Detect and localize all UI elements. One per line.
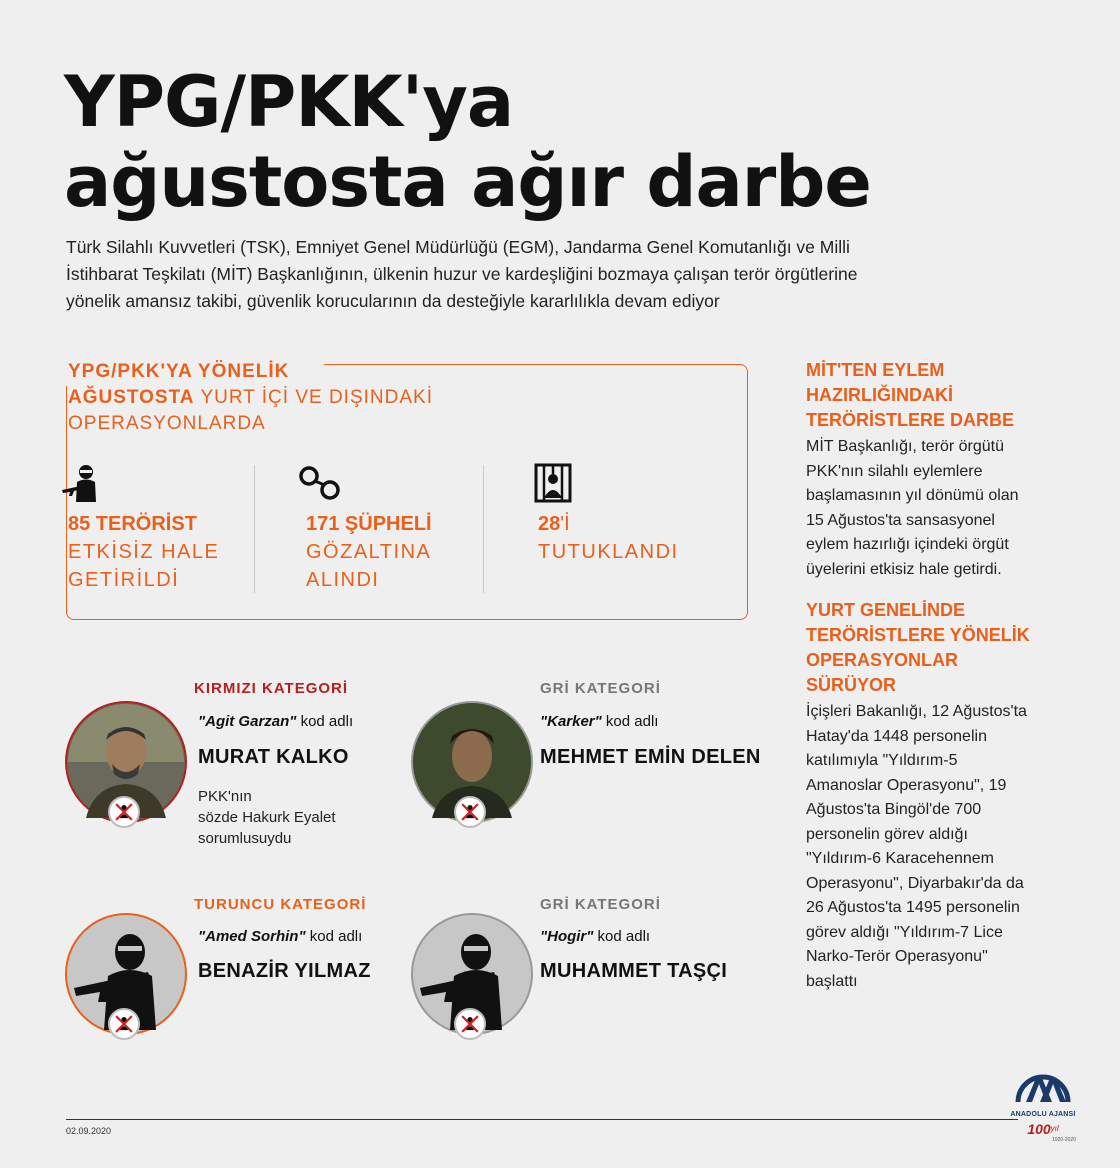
sidebar-text: Operasyonu", Diyarbakır'da da [806, 874, 1024, 892]
sidebar-text: Narko-Terör Operasyonu" [806, 948, 988, 965]
anadolu-agency-logo [1010, 1062, 1076, 1158]
sidebar-text: Hatay'da 1448 personelin [806, 727, 987, 745]
operations-heading-line: OPERASYONLARDA [68, 413, 266, 434]
sidebar-text: katılımıyla "Yıldırım-5 [806, 752, 958, 769]
stat-detained [306, 510, 506, 594]
person-desc-line: sözde Hakurk Eyalet [198, 809, 336, 826]
handcuffs-icon [298, 462, 342, 506]
sidebar-text: "Yıldırım-6 Karacehennem [806, 850, 994, 867]
person-name: MUHAMMET TAŞÇI [540, 960, 728, 982]
codename-line [540, 713, 658, 730]
operations-heading-bold: AĞUSTOSTA [68, 387, 195, 408]
stat-desc: TUTUKLANDI [538, 541, 679, 563]
stat-arrested [538, 510, 738, 566]
category-label-orange: TURUNCU KATEGORİ [194, 896, 367, 913]
sidebar-heading: YURT GENELİNDE [806, 600, 966, 620]
category-label-gray: GRİ KATEGORİ [540, 896, 661, 913]
sidebar-text: Ağustos'ta Bingöl'de 700 [806, 801, 982, 818]
intro-line: İstihbarat Teşkilatı (MİT) Başkanlığının, ülkenin huzur ve kardeşliğini bozmaya çalışan terör örgütlerine [66, 264, 858, 284]
codename-suffix: kod adlı [593, 928, 651, 945]
sidebar-text: personelin görev aldığı [806, 825, 968, 843]
codename-line [540, 928, 650, 945]
sidebar-text: 15 Ağustos'ta sansasyonel [806, 511, 995, 529]
sidebar-text: Amanoslar Operasyonu", 19 [806, 776, 1007, 794]
person-name: MURAT KALKO [198, 746, 349, 768]
category-label-gray: GRİ KATEGORİ [540, 680, 661, 697]
codename: "Karker" [540, 713, 602, 730]
sidebar-heading: TERÖRİSTLERE DARBE [806, 410, 1015, 430]
sidebar-text: başlamasının yıl dönümü olan [806, 487, 1019, 504]
footer-divider [66, 1119, 1018, 1120]
stat-number: 85 TERÖRİST [68, 513, 197, 535]
operations-heading-line: YPG/PKK'YA YÖNELİK [68, 361, 290, 382]
codename-line [198, 713, 353, 730]
stat-desc: GETİRİLDİ [68, 569, 180, 591]
person-description [198, 786, 336, 849]
logo-years-suffix: yıl [1050, 1124, 1059, 1133]
person-desc-line: PKK'nın [198, 788, 252, 805]
sidebar-heading: HAZIRLIĞINDAKİ [806, 385, 953, 405]
category-label-red: KIRMIZI KATEGORİ [194, 680, 349, 697]
sidebar-heading: MİT'TEN EYLEM [806, 360, 945, 380]
neutralized-badge-icon [454, 796, 486, 828]
sidebar-text: eylem hazırlığı içindeki örgüt [806, 536, 1009, 553]
intro-paragraph [66, 234, 1026, 315]
intro-line: Türk Silahlı Kuvvetleri (TSK), Emniyet Genel Müdürlüğü (EGM), Jandarma Genel Komutanlığı ve Milli [66, 237, 850, 257]
neutralized-badge-icon [108, 796, 140, 828]
neutralized-badge-icon [108, 1008, 140, 1040]
stat-desc: ALINDI [306, 569, 380, 591]
sidebar-text: PKK'nın silahlı eylemlere [806, 462, 983, 480]
stat-desc: ETKİSİZ HALE [68, 541, 220, 563]
codename: "Agit Garzan" [198, 713, 297, 730]
sidebar-text: görev aldığı "Yıldırım-7 Lice [806, 923, 1003, 941]
sidebar-text: başlattı [806, 972, 858, 990]
prison-bars-icon [532, 462, 576, 506]
sidebar-text: İçişleri Bakanlığı, 12 Ağustos'ta [806, 703, 1027, 720]
sidebar-heading: TERÖRİSTLERE YÖNELİK [806, 625, 1030, 645]
intro-line: yönelik amansız takibi, güvenlik korucularının da desteğiyle kararlılıkla devam ediyor [66, 291, 720, 311]
codename-line [198, 928, 362, 945]
codename-suffix: kod adlı [601, 713, 659, 730]
title-line-2: ağustosta ağır darbe [64, 141, 871, 223]
stat-number: 171 ŞÜPHELİ [306, 513, 432, 535]
title-line-1: YPG/PKK'ya [64, 61, 514, 143]
stat-number: 28 [538, 513, 561, 535]
stat-neutralized [68, 510, 268, 594]
person-name: BENAZİR YILMAZ [198, 960, 371, 982]
sidebar-section-mit [806, 358, 1086, 582]
codename: "Hogir" [540, 928, 594, 945]
sidebar-text: üyelerini etkisiz hale getirdi. [806, 560, 1002, 578]
stat-desc: GÖZALTINA [306, 541, 432, 563]
codename: "Amed Sorhin" [198, 928, 306, 945]
operations-heading-rest: YURT İÇİ VE DIŞINDAKİ [194, 387, 433, 408]
publish-date: 02.09.2020 [66, 1126, 112, 1136]
sidebar-heading: SÜRÜYOR [806, 675, 897, 695]
codename-suffix: kod adlı [305, 928, 363, 945]
sidebar-text: MİT Başkanlığı, terör örgütü [806, 438, 1005, 455]
sidebar-heading: OPERASYONLAR [806, 650, 959, 670]
armed-terrorist-icon [60, 462, 104, 506]
stat-number-suffix: 'İ [560, 513, 570, 535]
sidebar-text: 26 Ağustos'ta 1495 personelin [806, 899, 1020, 916]
logo-text: ANADOLU AJANSI [1010, 1111, 1076, 1118]
person-name: MEHMET EMİN DELEN [540, 746, 761, 768]
logo-years: 100 [1027, 1121, 1051, 1137]
operations-heading [68, 359, 433, 437]
logo-range: 1920-2020 [1052, 1137, 1076, 1143]
codename-suffix: kod adlı [296, 713, 354, 730]
person-desc-line: sorumlusuydu [198, 830, 292, 847]
page-title [64, 62, 871, 222]
sidebar-section-operations [806, 598, 1096, 994]
aa-logo-icon [1010, 1062, 1076, 1106]
neutralized-badge-icon [454, 1008, 486, 1040]
